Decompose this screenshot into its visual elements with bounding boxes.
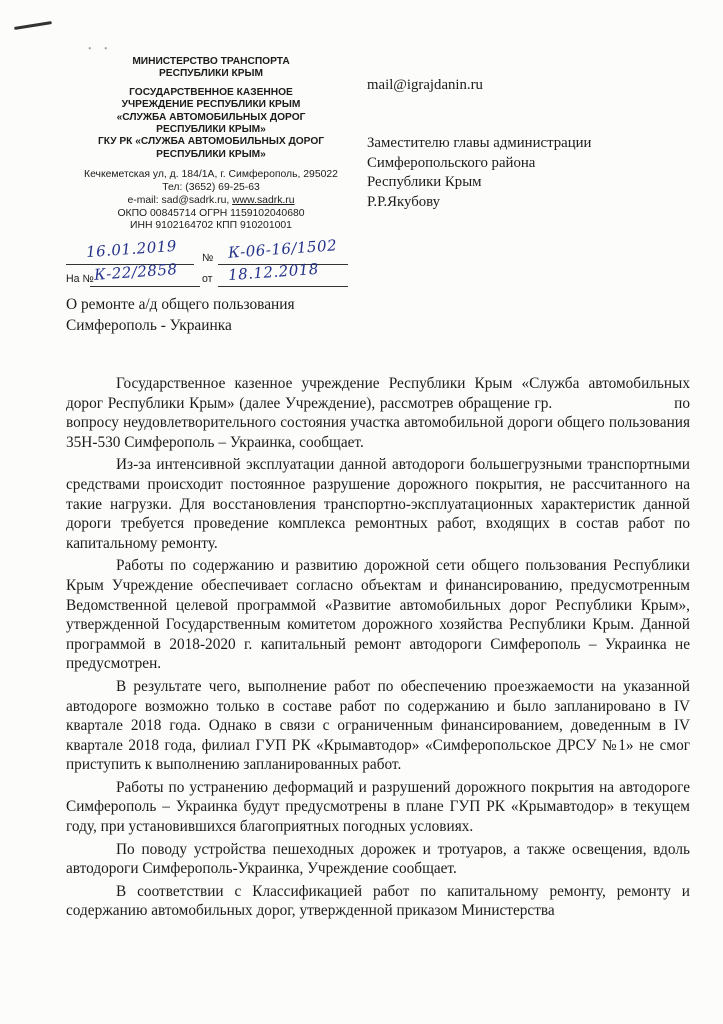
- number-label: №: [202, 252, 214, 264]
- outgoing-number-handwritten: К-06-16/1502: [227, 236, 338, 262]
- letter-subject: О ремонте а/д общего пользования Симферополь - Украинка: [66, 296, 295, 334]
- institution-name: ГОСУДАРСТВЕННОЕ КАЗЕННОЕ УЧРЕЖДЕНИЕ РЕСПУБЛИКИ КРЫМ «СЛУЖБА АВТОМОБИЛЬНЫХ ДОРОГ РЕСПУБЛИКИ КРЫМ» ГКУ РК «СЛУЖБА АВТОМОБИЛЬНЫХ ДОРОГ РЕСПУБЛИКИ КРЫМ»: [97, 86, 325, 160]
- sender-okpo-ogrn: ОКПО 00845714 ОГРН 1159102040680: [117, 207, 305, 219]
- body-paragraph: Из-за интенсивной эксплуатации данной автодороги большегрузными транспортными средствами происходит постоянное разрушение дорожного покрытия, не рассчитанного на такие нагрузки. Для восстановления транспортно-эксплуатационных характеристик данной дороги требуется проведение комплекса ремонтных работ, входящих в состав работ по капитальному ремонту.: [66, 456, 690, 552]
- body-paragraph: По поводу устройства пешеходных дорожек и тротуаров, а также освещения, вдоль автодороги Симферополь-Украинка, Учреждение сообщает.: [66, 840, 690, 878]
- sender-address: Кечкеметская ул, д. 184/1А, г. Симферополь, 295022: [84, 169, 338, 181]
- sender-letterhead: [66, 56, 356, 233]
- scan-pen-mark: [14, 21, 52, 30]
- body-paragraph: В соответствии с Классификацией работ по капитальному ремонту, ремонту и содержанию автомобильных дорог, утвержденной приказом Министерства: [66, 882, 690, 920]
- sender-email-line: [66, 195, 356, 208]
- body-paragraph: В результате чего, выполнение работ по обеспечению проезжаемости на указанной автодороге возможно только в составе работ по содержанию и было запланировано в IV квартале 2018 года. Однако в связи с ограниченным финансированием, доведенным в IV квартале 2018 года, филиал ГУП РК «Крымавтодор» «Симферопольское ДРСУ №1» не смог приступить к выполнению запланированных работ.: [66, 677, 690, 774]
- body-paragraph: Работы по содержанию и развитию дорожной сети общего пользования Республики Крым Учреждение обеспечивает согласно объектам и финансированию, предусмотренным Ведомственной целевой программой «Развитие автомобильных дорог Республики Крым», утвержденной Государственным комитетом дорожного хозяйства Республики Крым. Данной программой в 2018-2020 г. капитальный ремонт автодороги Симферополь – Украинка не предусмотрен.: [66, 557, 690, 673]
- ref-date-handwritten: 18.12.2018: [227, 259, 320, 285]
- sender-inn-kpp: ИНН 9102164702 КПП 910201001: [130, 220, 292, 232]
- sender-contacts: [66, 169, 356, 233]
- ref-date-underline: [218, 286, 348, 287]
- ministry-name: МИНИСТЕРСТВО ТРАНСПОРТА РЕСПУБЛИКИ КРЫМ: [132, 56, 290, 80]
- outgoing-date-handwritten: 16.01.2019: [85, 236, 178, 262]
- sender-email: e-mail: sad@sadrk.ru,: [127, 194, 233, 206]
- from-label: от: [202, 273, 213, 285]
- ref-number-label: На №: [66, 273, 94, 285]
- scan-speck: •: [104, 44, 108, 55]
- recipient-email: mail@igrajdanin.ru: [367, 77, 483, 93]
- body-paragraph: Государственное казенное учреждение Республики Крым «Служба автомобильных дорог Республики Крым» (далее Учреждение), рассмотрев обращение гр. по вопросу неудовлетворительного состояния участка автомобильной дороги общего пользования 35Н-530 Симферополь – Украинка, сообщает.: [66, 375, 694, 451]
- sender-phone: Тел: (3652) 69-25-63: [162, 182, 260, 194]
- ref-number-underline: [90, 286, 200, 287]
- sender-website-link[interactable]: www.sadrk.ru: [232, 194, 295, 206]
- letter-body: [66, 374, 694, 924]
- recipient-address: Заместителю главы администрации Симферопольского района Республики Крым Р.Р.Якубову: [367, 135, 592, 210]
- scan-speck: •: [88, 44, 92, 55]
- ref-number-handwritten: К-22/2858: [93, 260, 179, 284]
- body-paragraph: Работы по устранению деформаций и разрушений дорожного покрытия на автодороге Симферополь – Украинка будут предусмотрены в плане ГУП РК «Крымавтодор» в текущем году, при установившихся благоприятных погодных условиях.: [66, 778, 690, 836]
